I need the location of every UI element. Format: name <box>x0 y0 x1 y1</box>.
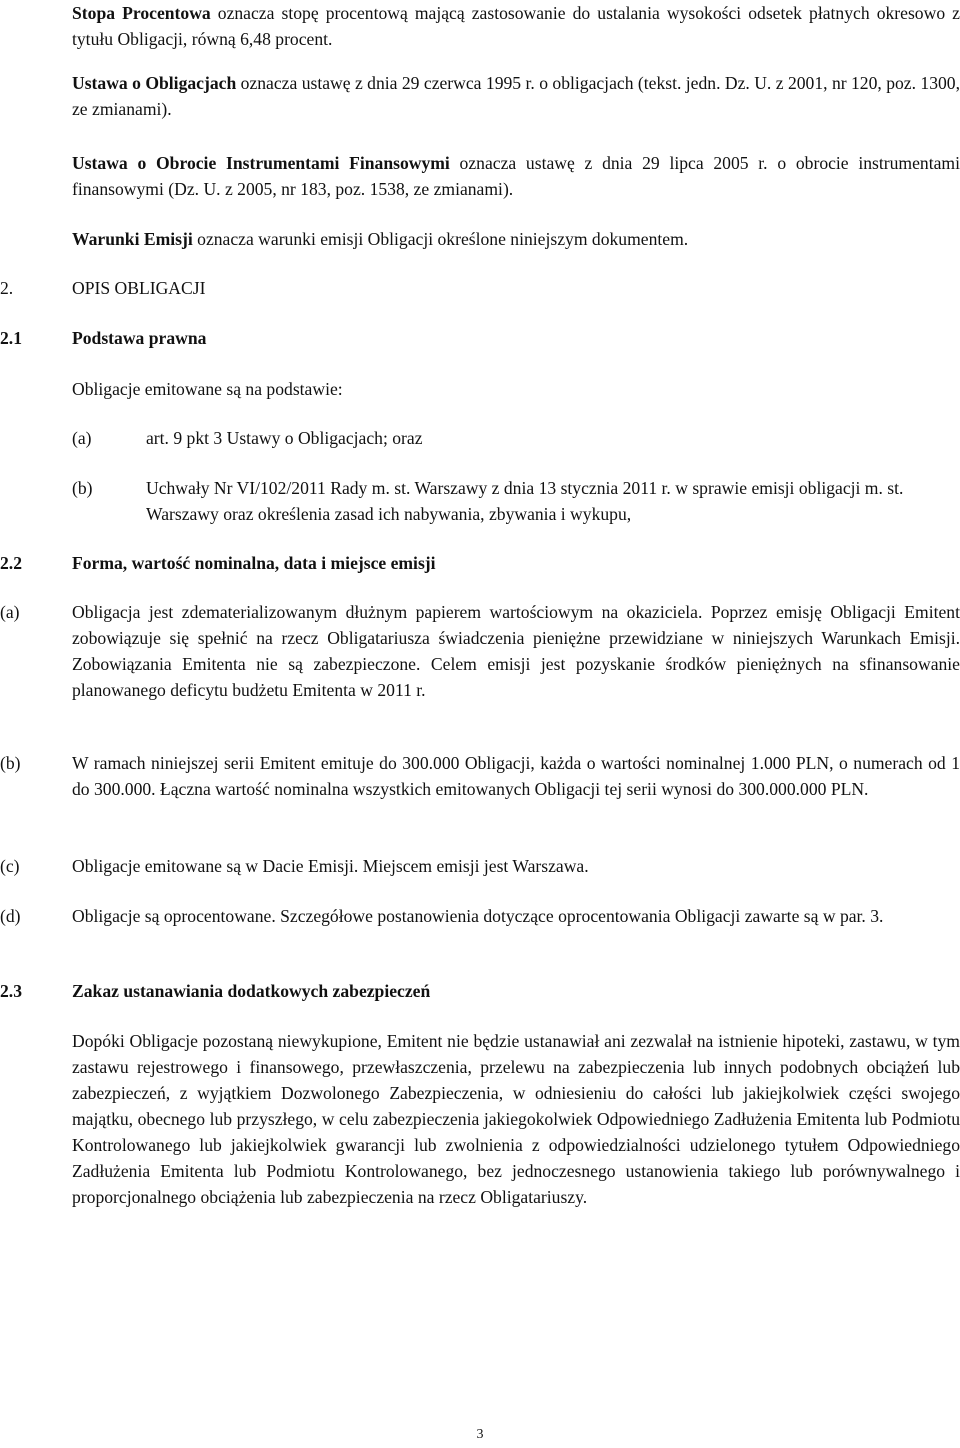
definition-text: oznacza stopę procentową mającą zastosowanie do ustalania wysokości odsetek płatnych okresowo z tytułu Obligacji, równą 6,48 procent. <box>72 3 960 49</box>
section-2-2-title: Forma, wartość nominalna, data i miejsce emisji <box>72 553 436 573</box>
section-2-1-title: Podstawa prawna <box>72 328 207 348</box>
definition-stopa-procentowa <box>72 0 960 52</box>
list-label: (c) <box>0 856 20 876</box>
section-2-title: OPIS OBLIGACJI <box>72 278 206 298</box>
list-item: Obligacje są oprocentowane. Szczegółowe postanowienia dotyczące oprocentowania Obligacji zawarte są w par. 3. <box>72 906 884 926</box>
definition-text: oznacza ustawę z dnia 29 lipca 2005 r. o obrocie instrumentami finansowymi (Dz. U. z 2005, nr 183, poz. 1538, ze zmianami). <box>72 153 960 199</box>
definition-term: Ustawa o Obrocie Instrumentami Finansowymi <box>72 153 450 173</box>
list-label: (a) <box>72 428 92 448</box>
definition-warunki-emisji <box>72 226 960 252</box>
list-label: (a) <box>0 602 20 622</box>
section-2-2-number: 2.2 <box>0 553 22 573</box>
list-item: Obligacja jest zdematerializowanym dłużnym papierem wartościowym na okaziciela. Poprzez emisję Obligacji Emitent zobowiązuje się spełnić na rzecz Obligatariusza świadczenia pieniężne przewidziane w niniejszych Warunkach Emisji. Zobowiązania Emitenta nie są zabezpieczone. Celem emisji jest pozyskanie środków pieniężnych na sfinansowanie planowanego deficytu budżetu Emitenta w 2011 r. <box>72 602 960 700</box>
definition-term: Stopa Procentowa <box>72 3 211 23</box>
list-item: Obligacje emitowane są w Dacie Emisji. Miejscem emisji jest Warszawa. <box>72 856 589 876</box>
page-number: 3 <box>476 1427 484 1442</box>
section-number: 2. <box>0 278 14 298</box>
section-2-3-title: Zakaz ustanawiania dodatkowych zabezpieczeń <box>72 981 431 1001</box>
list-label: (b) <box>72 478 93 498</box>
definition-term: Warunki Emisji <box>72 229 193 249</box>
section-2-1-number: 2.1 <box>0 328 22 348</box>
section-2-1-intro: Obligacje emitowane są na podstawie: <box>72 379 343 399</box>
definition-text: oznacza warunki emisji Obligacji określone niniejszym dokumentem. <box>192 229 689 249</box>
section-2-3-number: 2.3 <box>0 981 22 1001</box>
list-item: Uchwały Nr VI/102/2011 Rady m. st. Warszawy z dnia 13 stycznia 2011 r. w sprawie emisji obligacji m. st. Warszawy oraz określenia zasad ich nabywania, zbywania i wykupu, <box>146 478 904 524</box>
list-label: (b) <box>0 753 21 773</box>
definition-text: oznacza ustawę z dnia 29 czerwca 1995 r. o obligacjach (tekst. jedn. Dz. U. z 2001, nr 120, poz. 1300, ze zmianami). <box>72 73 960 119</box>
list-item: art. 9 pkt 3 Ustawy o Obligacjach; oraz <box>146 428 423 448</box>
list-label: (d) <box>0 906 21 926</box>
section-2-3-body: Dopóki Obligacje pozostaną niewykupione, Emitent nie będzie ustanawiał ani zezwalał na istnienie hipoteki, zastawu, w tym zastawu rejestrowego i finansowego, przewłaszczenia, przelewu na zabezpieczenia lub innych podobnych obciążeń lub zabezpieczeń, z wyjątkiem Dozwolonego Zabezpieczenia, w odniesieniu do całości lub jakiejkolwiek części swojego majątku, obecnego lub przyszłego, w celu zabezpieczenia jakiegokolwiek Odpowiedniego Zadłużenia Emitenta lub Podmiotu Kontrolowanego lub jakiejkolwiek gwarancji lub zwolnienia z odpowiedzialności udzielonego tytułem Odpowiedniego Zadłużenia Emitenta lub Podmiotu Kontrolowanego, bez jednoczesnego ustanowienia takiego lub porównywalnego i proporcjonalnego obciążenia lub zabezpieczenia na rzecz Obligatariuszy. <box>72 1031 960 1207</box>
definition-term: Ustawa o Obligacjach <box>72 73 237 93</box>
definition-ustawa-o-obrocie <box>72 150 960 202</box>
section-2-heading <box>0 275 13 301</box>
list-item: W ramach niniejszej serii Emitent emituje do 300.000 Obligacji, każda o wartości nominalnej 1.000 PLN, o numerach od 1 do 300.000. Łączna wartość nominalna wszystkich emitowanych Obligacji tej serii wynosi do 300.000.000 PLN. <box>72 753 960 799</box>
definition-ustawa-o-obligacjach <box>72 70 960 122</box>
